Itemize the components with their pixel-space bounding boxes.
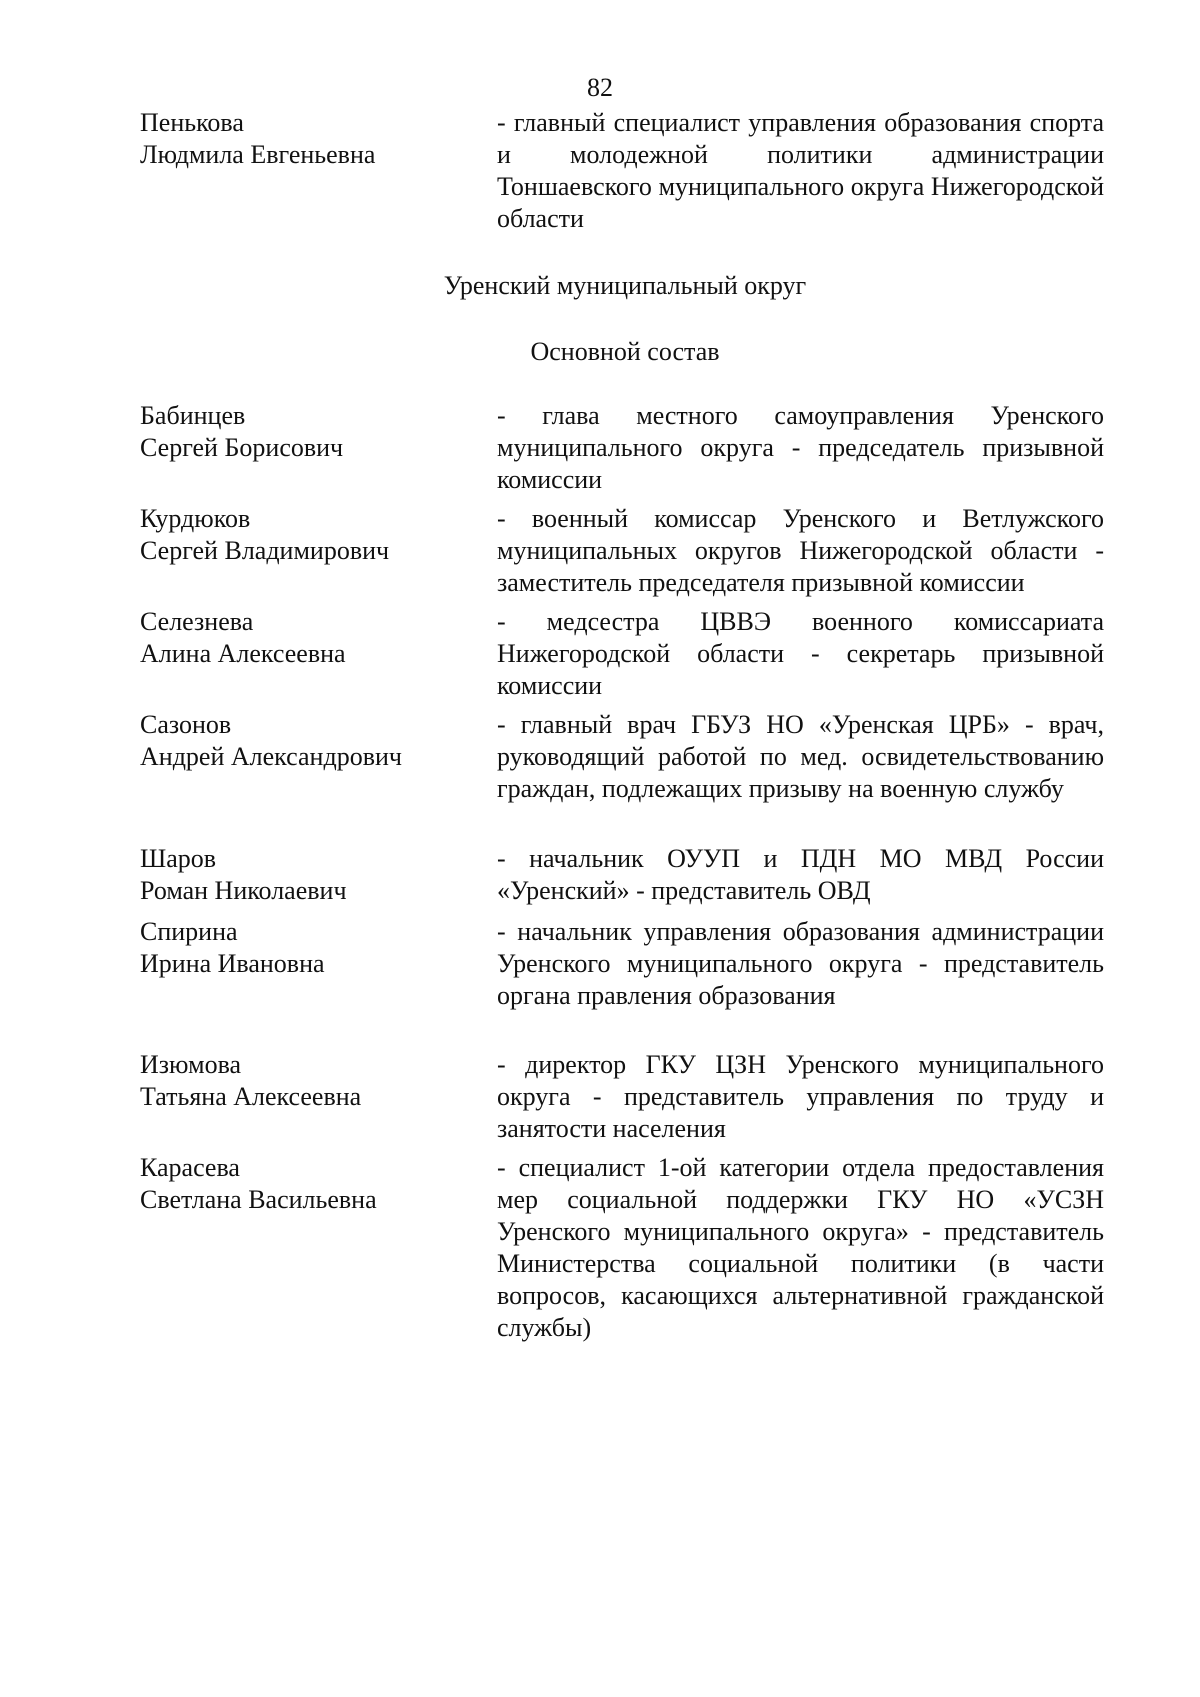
member-role: - военный комиссар Уренского и Ветлужского муниципальных округов Нижегородской области - заместитель председателя призывной комиссии xyxy=(497,504,1104,597)
page-number: 82 xyxy=(587,73,613,102)
member-given-name: Ирина Ивановна xyxy=(140,949,325,978)
member-name xyxy=(140,916,480,980)
member-name xyxy=(140,1152,480,1216)
section-title: Основной состав xyxy=(530,337,720,366)
member-given-name: Алина Алексеевна xyxy=(140,639,346,668)
member-role: - главный специалист управления образования спорта и молодежной политики администрации Тоншаевского муниципального округа Нижегородской области xyxy=(497,108,1104,233)
member-surname: Пенькова xyxy=(140,108,244,137)
member-given-name: Сергей Борисович xyxy=(140,433,344,462)
member-given-name: Андрей Александрович xyxy=(140,742,402,771)
member-role: - директор ГКУ ЦЗН Уренского муниципального округа - представитель управления по труду и занятости населения xyxy=(497,1050,1104,1143)
member-surname: Шаров xyxy=(140,844,217,873)
member-name xyxy=(140,606,480,670)
member-name xyxy=(140,400,480,464)
district-title: Уренский муниципальный округ xyxy=(443,271,807,300)
member-name xyxy=(140,709,480,773)
member-name xyxy=(140,503,480,567)
member-role: - начальник ОУУП и ПДН МО МВД России «Уренский» - представитель ОВД xyxy=(497,844,1104,905)
member-name xyxy=(140,107,480,171)
member-role: - специалист 1-ой категории отдела предоставления мер социальной поддержки ГКУ НО «УСЗН Уренского муниципального округа» - представитель Министерства социальной политики (в части вопросов, касающихся альтернативной гражданской службы) xyxy=(497,1153,1104,1342)
member-role: - главный врач ГБУЗ НО «Уренская ЦРБ» - врач, руководящий работой по мед. освидетельствованию граждан, подлежащих призыву на военную службу xyxy=(497,710,1104,803)
member-given-name: Татьяна Алексеевна xyxy=(140,1082,362,1111)
member-surname: Курдюков xyxy=(140,504,251,533)
member-role: - медсестра ЦВВЭ военного комиссариата Нижегородской области - секретарь призывной комиссии xyxy=(497,607,1104,700)
member-surname: Бабинцев xyxy=(140,401,246,430)
member-given-name: Людмила Евгеньевна xyxy=(140,140,376,169)
member-given-name: Светлана Васильевна xyxy=(140,1185,377,1214)
member-given-name: Роман Николаевич xyxy=(140,876,347,905)
member-surname: Сазонов xyxy=(140,710,232,739)
member-surname: Изюмова xyxy=(140,1050,242,1079)
member-role: - начальник управления образования администрации Уренского муниципального округа - представитель органа правления образования xyxy=(497,917,1104,1010)
member-given-name: Сергей Владимирович xyxy=(140,536,390,565)
member-surname: Селезнева xyxy=(140,607,254,636)
member-name xyxy=(140,843,480,907)
member-role: - глава местного самоуправления Уренского муниципального округа - председатель призывной комиссии xyxy=(497,401,1104,494)
member-surname: Спирина xyxy=(140,917,238,946)
member-surname: Карасева xyxy=(140,1153,240,1182)
member-name xyxy=(140,1049,480,1113)
